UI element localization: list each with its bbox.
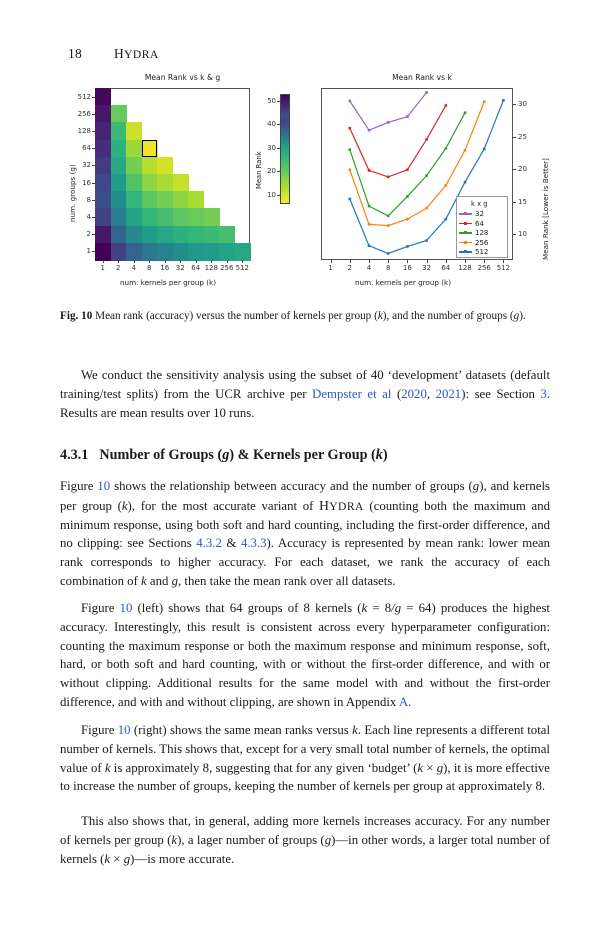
heatmap-ytick-mark — [92, 200, 95, 201]
para2-text-a: Figure — [60, 479, 98, 493]
heatmap-cell — [111, 157, 127, 175]
para2-text-b: shows the relationship between accuracy and the number of groups (g), and kernels per group (k), for the most accurate variant of — [60, 479, 550, 513]
heatmap-xtick-mark — [211, 260, 212, 263]
heatmap-cell — [204, 208, 220, 226]
heatmap-cell — [142, 208, 158, 226]
heatmap-cell — [126, 157, 142, 175]
heatmap-ytick-mark — [92, 148, 95, 149]
chart-line — [313, 72, 555, 300]
line-marker — [464, 111, 467, 114]
line-marker — [445, 104, 448, 107]
line-ytick-mark — [513, 104, 516, 105]
heatmap-cell — [111, 174, 127, 192]
line-marker — [425, 239, 428, 242]
heatmap-cell — [111, 122, 127, 140]
appendix-link-a[interactable]: A — [398, 694, 409, 709]
colorbar-tick-label: 40 — [267, 120, 276, 129]
line-marker — [483, 148, 486, 151]
colorbar-tick-mark — [277, 171, 280, 172]
line-marker — [368, 129, 371, 132]
heatmap-xtick-label: 64 — [191, 264, 201, 272]
heatmap-cell — [157, 191, 173, 209]
heatmap-ytick-label: 16 — [82, 178, 91, 187]
heatmap-cell — [126, 226, 142, 244]
line-xtick-label: 4 — [366, 264, 372, 272]
heatmap-xtick-label: 8 — [147, 264, 152, 272]
colorbar-tick-mark — [277, 195, 280, 196]
line-marker — [368, 244, 371, 247]
para4-text-b: (right) shows the same mean ranks versus k. Each line represents a different total number of kernels. This shows that, except for a very small total number of kernels, the optimal value of k is approximately 8, suggesting that for any given ‘budget’ (k × g), it is more effective to increase the number of groups, keeping the number of kernels per group at approximately 8. — [60, 723, 550, 794]
line-xtick-label: 2 — [347, 264, 353, 272]
line-ytick-label: 20 — [518, 165, 527, 174]
heatmap-xtick-label: 4 — [131, 264, 136, 272]
heatmap-cell — [173, 174, 189, 192]
line-marker — [387, 176, 390, 179]
heatmap-ytick-label: 2 — [86, 230, 91, 239]
caption-label: Fig. 10 — [60, 310, 93, 322]
line-marker — [349, 100, 352, 103]
section-link-433[interactable]: 4.3.3 — [240, 536, 267, 551]
heatmap-ytick-mark — [92, 114, 95, 115]
heatmap-cell — [126, 122, 142, 140]
line-marker — [349, 148, 352, 151]
line-marker — [387, 215, 390, 218]
para2-text-e: ). Accuracy is represented by mean rank: lower mean rank corresponds to higher accuracy. For each dataset, we rank the accuracy of each combination of k and g, then take the mean rank over all datasets. — [60, 536, 551, 589]
section-link-3[interactable]: 3 — [540, 386, 547, 401]
para2-text-c: (counting both the maximum and minimum response, using both soft and hard counting, including the first-order difference, and no clipping: see Sections — [60, 498, 551, 551]
line-marker — [368, 205, 371, 208]
heatmap-cell — [157, 243, 173, 261]
heatmap-xtick-label: 16 — [160, 264, 170, 272]
heatmap-cell — [95, 191, 111, 209]
line-ytick-mark — [513, 234, 516, 235]
paragraph-figure-description — [60, 477, 550, 591]
heatmap-cell — [111, 140, 127, 158]
legend-marker-64 — [464, 222, 467, 225]
heatmap-xtick-label: 128 — [204, 264, 218, 272]
heatmap-ytick-mark — [92, 183, 95, 184]
colorbar-label: Mean Rank — [255, 151, 263, 189]
para1-text-d: ): see Section — [461, 386, 541, 401]
legend-marker-32 — [464, 212, 467, 215]
citation-link-dempster[interactable]: Dempster et al — [312, 386, 392, 401]
heatmap-cell — [142, 243, 158, 261]
heatmap-cell — [95, 174, 111, 192]
line-xtick-mark — [369, 260, 370, 263]
line-marker — [445, 147, 448, 150]
line-xtick-label: 256 — [477, 264, 491, 272]
heatmap-cell — [157, 208, 173, 226]
heatmap-cell — [204, 226, 220, 244]
colorbar-tick-label: 30 — [267, 143, 276, 152]
heatmap-ytick-mark — [92, 251, 95, 252]
heatmap-xtick-mark — [227, 260, 228, 263]
heatmap-cell — [188, 191, 204, 209]
line-marker — [464, 181, 467, 184]
heatmap-xtick-mark — [242, 260, 243, 263]
section-title: Number of Groups (g) & Kernels per Group (k) — [99, 447, 388, 463]
paragraph-intro — [60, 366, 550, 422]
line-marker — [349, 169, 352, 172]
heatmap-cell — [173, 243, 189, 261]
heatmap-cell — [204, 243, 220, 261]
heatmap-cell — [126, 140, 142, 158]
running-head-title: HYDRA — [114, 46, 159, 61]
legend-label-32: 32 — [475, 210, 484, 218]
colorbar-tick-mark — [277, 124, 280, 125]
legend-label-256: 256 — [475, 238, 489, 247]
line-marker — [425, 138, 428, 141]
line-ylabel: Mean Rank [Lower is Better] — [541, 158, 550, 260]
colorbar — [280, 94, 290, 204]
figure-link-10-b[interactable]: 10 — [119, 601, 133, 615]
figure-link-10-a[interactable]: 10 — [97, 479, 111, 493]
hydra-name: HYDRA — [319, 497, 364, 513]
line-marker — [406, 218, 409, 221]
line-ytick-label: 25 — [518, 132, 527, 141]
heatmap-xtick-label: 1 — [100, 264, 105, 272]
line-series-32 — [350, 93, 427, 131]
legend-marker-512 — [464, 250, 467, 253]
heatmap-ytick-label: 512 — [77, 92, 91, 101]
line-marker — [387, 224, 390, 227]
heatmap-cell — [111, 208, 127, 226]
para1-text-c: , — [426, 386, 436, 401]
section-number: 4.3.1 — [60, 447, 89, 463]
page-number: 18 — [68, 46, 82, 61]
line-ytick-label: 30 — [518, 100, 527, 109]
para1-text-e: . Results are mean results over 10 runs. — [60, 386, 551, 420]
line-ytick-label: 10 — [518, 230, 527, 239]
heatmap-ytick-label: 32 — [82, 161, 91, 170]
legend-label-128: 128 — [475, 229, 489, 237]
heatmap-xtick-mark — [103, 260, 104, 263]
para3-text-b: (left) shows that 64 groups of 8 kernels (k = 8/g = 64) produces the highest accuracy. Interestingly, this result is consistent across every hyperparameter configuration: counting the maximum response or both the maximum response and minimum response, soft, hard, or both soft and hard counting, with or without the first-order difference, and with or without clipping. Additional results for the same model with and without the first-order difference, and with and without clipping, are shown in Appendix — [60, 601, 550, 709]
heatmap-cell — [111, 243, 127, 261]
heatmap-ylabel: num. groups (g) — [68, 164, 77, 222]
line-marker — [425, 207, 428, 210]
heatmap-cell — [111, 105, 127, 123]
colorbar-tick-mark — [277, 101, 280, 102]
heatmap-ytick-mark — [92, 217, 95, 218]
heatmap-xtick-mark — [134, 260, 135, 263]
line-xtick-mark — [350, 260, 351, 263]
heatmap-cell — [126, 191, 142, 209]
heatmap-xtick-mark — [196, 260, 197, 263]
paragraph-right-panel — [60, 721, 550, 796]
heatmap-cell — [111, 191, 127, 209]
line-xtick-label: 16 — [402, 264, 412, 272]
line-xlabel: num. kernels per group (k) — [355, 278, 451, 287]
heatmap-cell — [95, 208, 111, 226]
heatmap-highlight-box — [142, 140, 158, 157]
heatmap-ytick-label: 1 — [86, 247, 91, 256]
heatmap-cell — [95, 88, 111, 106]
heatmap-ytick-label: 256 — [77, 109, 91, 118]
line-xtick-mark — [446, 260, 447, 263]
line-ytick-mark — [513, 137, 516, 138]
legend-label-512: 512 — [475, 248, 489, 256]
line-marker — [425, 91, 428, 94]
line-marker — [349, 198, 352, 201]
section-heading — [60, 447, 550, 464]
heatmap-xtick-label: 256 — [220, 264, 234, 272]
para1-text-b: ( — [391, 386, 402, 401]
line-xtick-label: 64 — [441, 264, 451, 272]
line-ytick-label: 15 — [518, 197, 527, 206]
line-marker — [483, 100, 486, 103]
line-marker — [502, 99, 505, 102]
colorbar-tick-label: 50 — [267, 97, 276, 106]
figure-caption — [60, 309, 550, 325]
heatmap-cell — [219, 226, 235, 244]
heatmap-cell — [219, 243, 235, 261]
line-series-64 — [350, 106, 446, 177]
heatmap-xtick-label: 2 — [116, 264, 121, 272]
heatmap-cell — [95, 243, 111, 261]
heatmap-cell — [157, 174, 173, 192]
paragraph-left-panel — [60, 599, 550, 712]
line-marker — [349, 127, 352, 130]
heatmap-cell — [111, 226, 127, 244]
heatmap-cell — [126, 208, 142, 226]
line-xtick-label: 1 — [328, 264, 333, 272]
heatmap-xtick-mark — [165, 260, 166, 263]
heatmap-cell — [95, 226, 111, 244]
line-ytick-mark — [513, 169, 516, 170]
heatmap-xlabel: num. kernels per group (k) — [120, 278, 216, 287]
line-xtick-label: 128 — [458, 264, 472, 272]
heatmap-cell — [173, 226, 189, 244]
line-marker — [368, 223, 371, 226]
running-head — [68, 46, 548, 62]
heatmap-cell — [95, 105, 111, 123]
line-xtick-mark — [503, 260, 504, 263]
heatmap-ytick-label: 64 — [82, 144, 91, 153]
colorbar-tick-label: 10 — [267, 190, 276, 199]
heatmap-ytick-label: 8 — [86, 195, 91, 204]
line-marker — [406, 245, 409, 248]
paragraph-conclusion — [60, 812, 550, 868]
line-marker — [445, 218, 448, 221]
heatmap-xtick-mark — [118, 260, 119, 263]
line-ytick-mark — [513, 202, 516, 203]
heatmap-xtick-label: 32 — [175, 264, 185, 272]
figure-link-10-c[interactable]: 10 — [117, 723, 131, 737]
heatmap-cell — [142, 157, 158, 175]
caption-text: Mean rank (accuracy) versus the number of kernels per group (k), and the number of groups (g). — [95, 310, 526, 322]
line-marker — [387, 121, 390, 124]
heatmap-cell — [142, 174, 158, 192]
legend-marker-256 — [464, 241, 467, 244]
heatmap-cell — [95, 140, 111, 158]
line-title: Mean Rank vs k — [392, 73, 452, 82]
heatmap-cell — [188, 226, 204, 244]
line-marker — [406, 195, 409, 198]
line-xtick-label: 8 — [385, 264, 391, 272]
legend-marker-128 — [464, 231, 467, 234]
line-xtick-mark — [484, 260, 485, 263]
figure-10 — [60, 72, 555, 300]
line-xtick-mark — [331, 260, 332, 263]
line-xtick-mark — [465, 260, 466, 263]
heatmap-ytick-mark — [92, 165, 95, 166]
line-xtick-label: 32 — [422, 264, 432, 272]
line-xtick-label: 512 — [496, 264, 511, 272]
heatmap-cell — [142, 226, 158, 244]
line-marker — [387, 252, 390, 255]
para3-text-a: Figure — [81, 601, 120, 615]
heatmap-cell — [173, 208, 189, 226]
heatmap-ytick-label: 128 — [77, 127, 91, 135]
heatmap-xtick-label: 512 — [235, 264, 249, 272]
heatmap-cell — [188, 208, 204, 226]
citation-link-2021[interactable]: 2021 — [435, 386, 462, 401]
para5-text: This also shows that, in general, adding more kernels increases accuracy. For any number of kernels per group (k), a lager number of groups (g)—in other words, a larger total number of kernels (k × g)—is more accurate. — [60, 814, 550, 866]
heatmap-ytick-mark — [92, 97, 95, 98]
para4-text-a: Figure — [81, 723, 118, 737]
chart-heatmap — [60, 72, 305, 300]
line-marker — [425, 174, 428, 177]
heatmap-ytick-mark — [92, 234, 95, 235]
section-link-432[interactable]: 4.3.2 — [196, 536, 222, 551]
heatmap-cell — [235, 243, 251, 261]
heatmap-xtick-mark — [149, 260, 150, 263]
para2-text-d: & — [221, 536, 241, 551]
citation-link-2020[interactable]: 2020 — [401, 386, 427, 401]
line-xtick-mark — [427, 260, 428, 263]
heatmap-cell — [188, 243, 204, 261]
heatmap-cell — [126, 174, 142, 192]
line-xtick-mark — [407, 260, 408, 263]
heatmap-ytick-mark — [92, 131, 95, 132]
heatmap-xtick-mark — [180, 260, 181, 263]
line-marker — [406, 115, 409, 118]
line-marker — [406, 169, 409, 172]
colorbar-tick-label: 20 — [267, 167, 276, 176]
colorbar-tick-mark — [277, 148, 280, 149]
legend-label-64: 64 — [475, 219, 484, 228]
para1-text-a: We conduct the sensitivity analysis using the subset of 40 ‘development’ datasets (default training/test splits) from the UCR archive per — [60, 368, 550, 401]
line-marker — [445, 184, 448, 187]
heatmap-cell — [142, 191, 158, 209]
para3-text-c: . — [408, 694, 412, 709]
heatmap-cell — [95, 157, 111, 175]
heatmap-ytick-label: 4 — [86, 213, 91, 221]
heatmap-cell — [157, 226, 173, 244]
line-marker — [464, 149, 467, 152]
heatmap-title: Mean Rank vs k & g — [144, 73, 221, 82]
line-marker — [368, 169, 371, 172]
line-xtick-mark — [388, 260, 389, 263]
legend-title: k x g — [471, 200, 488, 208]
heatmap-cell — [95, 122, 111, 140]
heatmap-cell — [157, 157, 173, 175]
heatmap-cell — [126, 243, 142, 261]
heatmap-cell — [173, 191, 189, 209]
